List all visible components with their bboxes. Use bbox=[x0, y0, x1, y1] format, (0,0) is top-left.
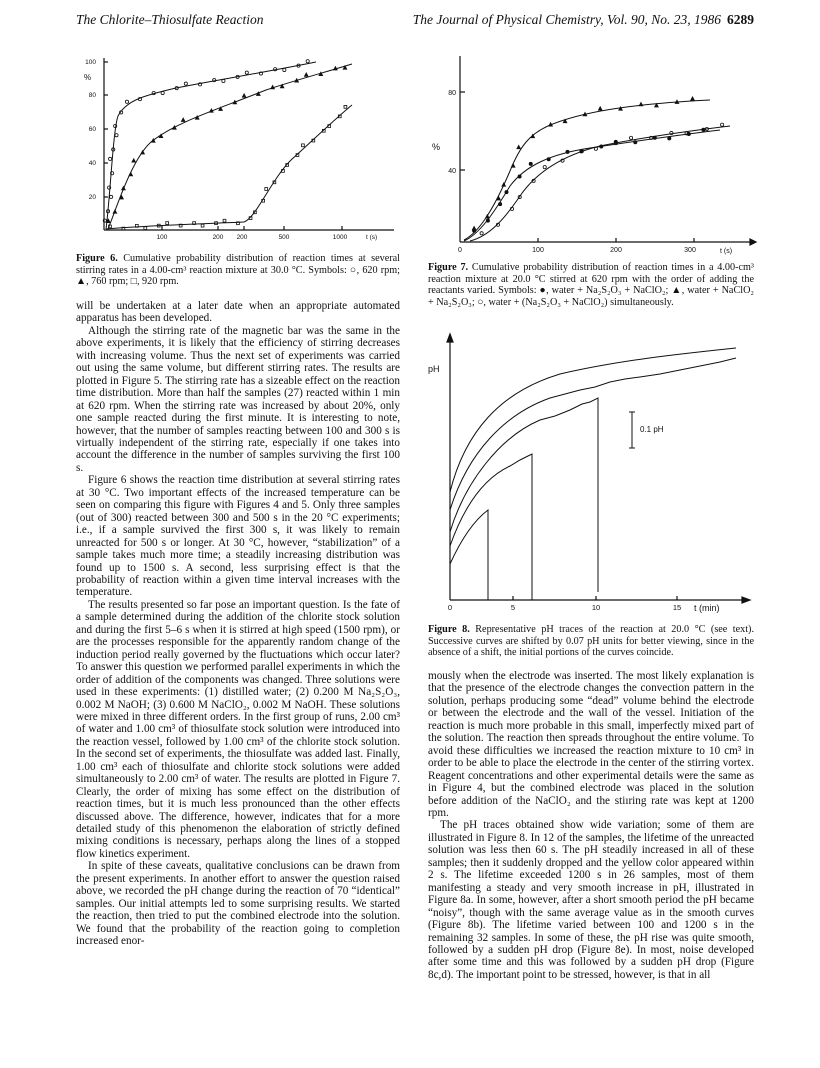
data-point-marker bbox=[505, 191, 508, 194]
fig7-y-unit: % bbox=[432, 142, 441, 152]
paragraph: The pH traces obtained show wide variation; some of them are illustrated in Figure 8. In 12 of the samples, the lifetime of the unreacted solution was less then 60 s. The pH steadily increased in all of these samples; then it suddenly dropped and the yellow color appeared within 2 s. The lifetime exceeded 1200 s in 26 samples, most of them manifesting a steady and very smooth increase in pH, illustrated in Figure 8a. In some, however, after a short smooth period the pH became “noisy”, though with the same average value as in the smooth curves (Figure 8b). The lifetime varied between 100 and 1200 s in the remaining 32 samples. In some of these, the pH rise was quite smooth, followed by a sudden pH drop (Figure 8e). In most, noise developed after some time and this was followed by a sudden pH drop (Figure 8c,d). The important point to be stressed, however, is that in all bbox=[428, 819, 754, 981]
data-point-marker bbox=[486, 219, 489, 222]
data-point-marker bbox=[141, 151, 145, 154]
paragraph: In spite of these caveats, qualitative conclusions can be drawn from the present experiments. In another effort to answer the question raised above, we recorded the pH change during the reaction of 70 “identical” samples. Our initial attempts led to some surprising results. We started the reaction, then tried to put the combined electrode into the solution. We found that the probability of the reaction going to completion increased enor- bbox=[76, 860, 400, 948]
paragraph: Figure 6 shows the reaction time distribution at several stirring rates at 30 °C. Two important effects of the increased temperature can be seen on comparing this figure with Figures 4 and 5. Only three samples (out of 300) reacted between 300 and 500 s in the 20 °C experiments; i.e., if a sample survived the first 300 s, it was likely to remain unreacted for 500 s or longer. At 30 °C, however, “stabilization” of a sample takes much more time; a steadily increasing distribution was found up to 1500 s. A second, less surprising effect is that the probability of reaction within a given time interval increases with the temperature. bbox=[76, 474, 400, 599]
fig6-xtick: 200 bbox=[212, 234, 224, 241]
running-header-journal bbox=[412, 12, 754, 28]
fig8-scale-bar bbox=[629, 412, 635, 448]
data-point-marker bbox=[302, 144, 305, 147]
data-point-marker bbox=[486, 215, 490, 218]
data-point-marker bbox=[480, 232, 483, 235]
data-point-marker bbox=[634, 141, 637, 144]
data-point-marker bbox=[511, 164, 515, 167]
fig6-xtick: 1000 bbox=[332, 234, 348, 241]
data-point-marker bbox=[306, 60, 309, 63]
fig6-xtick: 200 bbox=[236, 234, 248, 241]
data-point-marker bbox=[184, 82, 187, 85]
data-point-marker bbox=[653, 136, 656, 139]
data-point-marker bbox=[109, 157, 112, 160]
data-point-marker bbox=[125, 100, 128, 103]
fig8-y-label: pH bbox=[428, 364, 440, 374]
fig8-trace-c bbox=[450, 398, 598, 592]
data-point-marker bbox=[210, 109, 214, 112]
data-point-marker bbox=[223, 219, 226, 222]
data-point-marker bbox=[518, 175, 521, 178]
fig6-curve-circles bbox=[106, 62, 316, 229]
left-column-text bbox=[76, 300, 400, 948]
data-point-marker bbox=[543, 166, 546, 169]
figure-6-caption bbox=[76, 253, 400, 288]
fig7-xtick: 300 bbox=[684, 247, 696, 254]
figure-8-label: Figure 8. bbox=[428, 624, 470, 635]
data-point-marker bbox=[619, 107, 623, 110]
fig6-xtick: 500 bbox=[278, 234, 290, 241]
figure-7-caption-text: Cumulative probability distribution of reaction times in a 4.00-cm³ reaction mixture at 20.0 °C stirred at 620 rpm with the order of adding the reactants varied. Symbols: ●, water + Na₂S₂O₃ + NaClO₂; ▲, water + NaClO₂ + Na₂S₂O₃; ○, water + (Na₂S₂O₃ + NaClO₂) simultaneously. bbox=[428, 262, 754, 308]
data-point-marker bbox=[161, 91, 164, 94]
data-point-marker bbox=[600, 145, 603, 148]
fig8-xtick: 0 bbox=[447, 603, 453, 612]
data-point-marker bbox=[675, 100, 679, 103]
fig8-xtick: 10 bbox=[591, 603, 601, 612]
fig6-ytick: 80 bbox=[88, 92, 96, 99]
figure-7-label: Figure 7. bbox=[428, 262, 469, 273]
data-point-marker bbox=[129, 172, 133, 175]
data-point-marker bbox=[265, 188, 268, 191]
data-point-marker bbox=[132, 159, 136, 162]
data-point-marker bbox=[549, 123, 553, 126]
data-point-marker bbox=[242, 94, 246, 97]
fig8-xtick: 15 bbox=[672, 603, 682, 612]
data-point-marker bbox=[583, 112, 587, 115]
fig6-curve-triangles bbox=[108, 64, 352, 229]
data-point-marker bbox=[166, 222, 169, 225]
fig6-ytick: 20 bbox=[88, 194, 96, 201]
fig8-trace-d bbox=[450, 454, 532, 600]
figure-7-caption bbox=[428, 262, 754, 308]
fig7-curve-circles bbox=[470, 126, 730, 241]
data-point-marker bbox=[115, 134, 118, 137]
data-point-marker bbox=[668, 137, 671, 140]
data-point-marker bbox=[295, 79, 299, 82]
fig6-x-unit: t (s) bbox=[366, 234, 378, 241]
figure-8-chart bbox=[420, 332, 760, 622]
figure-8-caption bbox=[428, 624, 754, 659]
figure-8-caption-text: Representative pH traces of the reaction at 20.0 °C (see text). Successive curves are shifted by 0.07 pH units for better viewing, since in the absence of a shift, the initial portions of the curves coincide. bbox=[428, 624, 754, 659]
figure-7-chart bbox=[420, 46, 760, 258]
fig7-ytick: 40 bbox=[448, 168, 456, 175]
paragraph: Although the stirring rate of the magnetic bar was the same in the above experiments, it is likely that the efficiency of stirring decreases with increasing volume. Thus the next set of experiments was carried out using the same volume, but different stirring rates. The results are plotted in Figure 5. The stirring rate has a sizeable effect on the reaction time distribution. More than half the samples (27) reacted within 1 min at 620 rpm. When the stirring rate was increased by about 20%, only one sample reacted during the first minute. It is interesting to note, however, that the number of samples reacting between 100 and 300 s is virtually independent of the stirring rate, especially if one takes into account the difference in the number of samples surviving the first 100 s. bbox=[76, 324, 400, 474]
fig8-x-unit: t (min) bbox=[694, 603, 720, 613]
fig6-curve-squares bbox=[106, 105, 352, 229]
data-point-marker bbox=[702, 128, 705, 131]
right-column-text bbox=[428, 670, 754, 981]
data-point-marker bbox=[598, 107, 602, 110]
figure-6-chart bbox=[76, 50, 402, 254]
data-point-marker bbox=[629, 136, 632, 139]
data-point-marker bbox=[721, 123, 724, 126]
figure-6-label: Figure 6. bbox=[76, 253, 118, 264]
data-point-marker bbox=[473, 229, 476, 232]
data-point-marker bbox=[547, 158, 550, 161]
fig6-ytick: 60 bbox=[88, 126, 96, 133]
data-point-marker bbox=[245, 71, 248, 74]
fig8-trace-b bbox=[450, 358, 736, 510]
data-point-marker bbox=[159, 134, 163, 137]
data-point-marker bbox=[594, 147, 597, 150]
fig7-xtick: 100 bbox=[532, 247, 544, 254]
page-number: 6289 bbox=[727, 12, 754, 27]
data-point-marker bbox=[639, 102, 643, 105]
fig7-ytick: 80 bbox=[448, 90, 456, 97]
data-point-marker bbox=[233, 100, 237, 103]
fig7-xtick: 0 bbox=[458, 247, 462, 254]
data-point-marker bbox=[499, 203, 502, 206]
fig6-ytick: 100 bbox=[85, 59, 96, 66]
data-point-marker bbox=[344, 105, 347, 108]
data-point-marker bbox=[113, 210, 117, 213]
data-point-marker bbox=[110, 195, 113, 198]
fig8-trace-a bbox=[450, 348, 736, 492]
data-point-marker bbox=[566, 150, 569, 153]
data-point-marker bbox=[144, 227, 147, 230]
fig6-y-unit: % bbox=[84, 73, 92, 82]
fig8-xtick: 5 bbox=[510, 603, 516, 612]
data-point-marker bbox=[181, 118, 185, 121]
fig6-xtick: 100 bbox=[156, 234, 168, 241]
data-point-marker bbox=[201, 224, 204, 227]
data-point-marker bbox=[691, 97, 695, 100]
figure-6-caption-text: Cumulative probability distribution of reaction times at several stirring rates in a 4.00-cm³ reaction mixture at 30.0 °C. Symbols: ○, 620 rpm; ▲, 760 rpm; □, 920 rpm. bbox=[76, 253, 400, 288]
paragraph: mously when the electrode was inserted. The most likely explanation is that the presence of the electrode changes the convection pattern in the solution, perhaps producing some “dead” volume behind the electrode or between the electrode and the wall of the vessel. Initiation of the reaction is much more probable in this small, imperfectly mixed part of the solution. The reaction then spreads throughout the entire volume. To avoid these difficulties we increased the reaction mixture to 10 cm³ in order to be able to place the electrode in the center of the stirring vortex. Reagent concentrations and other experimental details were the same as in Figure 4, but the combined electrode was placed in the solution before addition of the NaClO₂ and the stiıring rate was kept at 1200 rpm. bbox=[428, 670, 754, 819]
data-point-marker bbox=[283, 68, 286, 71]
fig6-ytick: 40 bbox=[88, 160, 96, 167]
paragraph: will be undertaken at a later date when an appropriate automated apparatus has been developed. bbox=[76, 300, 400, 325]
data-point-marker bbox=[271, 85, 275, 88]
fig7-x-unit: t (s) bbox=[720, 248, 733, 255]
journal-citation: The Journal of Physical Chemistry, Vol. 90, No. 23, 1986 bbox=[412, 12, 721, 27]
data-point-marker bbox=[529, 162, 532, 165]
data-point-marker bbox=[517, 145, 521, 148]
fig8-trace-e bbox=[450, 510, 488, 600]
fig7-curve-triangles bbox=[464, 100, 710, 240]
running-header-title: The Chlorite–Thiosulfate Reaction bbox=[76, 12, 264, 27]
data-point-marker bbox=[334, 67, 338, 70]
fig8-scale-label: 0.1 pH bbox=[640, 425, 664, 434]
fig7-xtick: 200 bbox=[610, 247, 622, 254]
data-point-marker bbox=[222, 79, 225, 82]
paragraph: The results presented so far pose an important question. Is the fate of a sample determined during the addition of the chlorite stock solution and during the first 5–6 s when it is stirred at high speed (1500 rpm), or are the processes responsible for the apparently random change of the induction period really governed by the fluctuations which occur later? To answer this question we performed parallel experiments in which the order of addition of the components was changed. Three solutions were used in these experiments: (1) distilled water; (2) 0.200 M Na₂S₂O₃, 0.002 M NaOH; (3) 0.600 M NaClO₂, 0.002 M NaOH. These solutions were mixed in three different orders. In the first group of runs, 2.00 cm³ of water and 1.00 cm³ of thiosulfate stock solution were introduced into the reaction vessel, followed by 1.00 cm³ of the chlorite stock solution. In the second set of experiments, the thiosulfate was added last. Finally, 1.00 cm³ each of thiosulfate and chlorite stock solutions were added simultaneously to 2.00 cm³ of water. The results are plotted in Figure 7. Clearly, the order of mixing has some effect on the distribution of reaction times, but it is much less pronounced than the other effects discussed above. The difference, however, indicates that for a more detailed study of this phenomenon the elaboration of strictly defined mixing conditions is necessary, perhaps along the lines of a stopped flow kinetics experiment. bbox=[76, 598, 400, 860]
data-point-marker bbox=[304, 73, 308, 76]
